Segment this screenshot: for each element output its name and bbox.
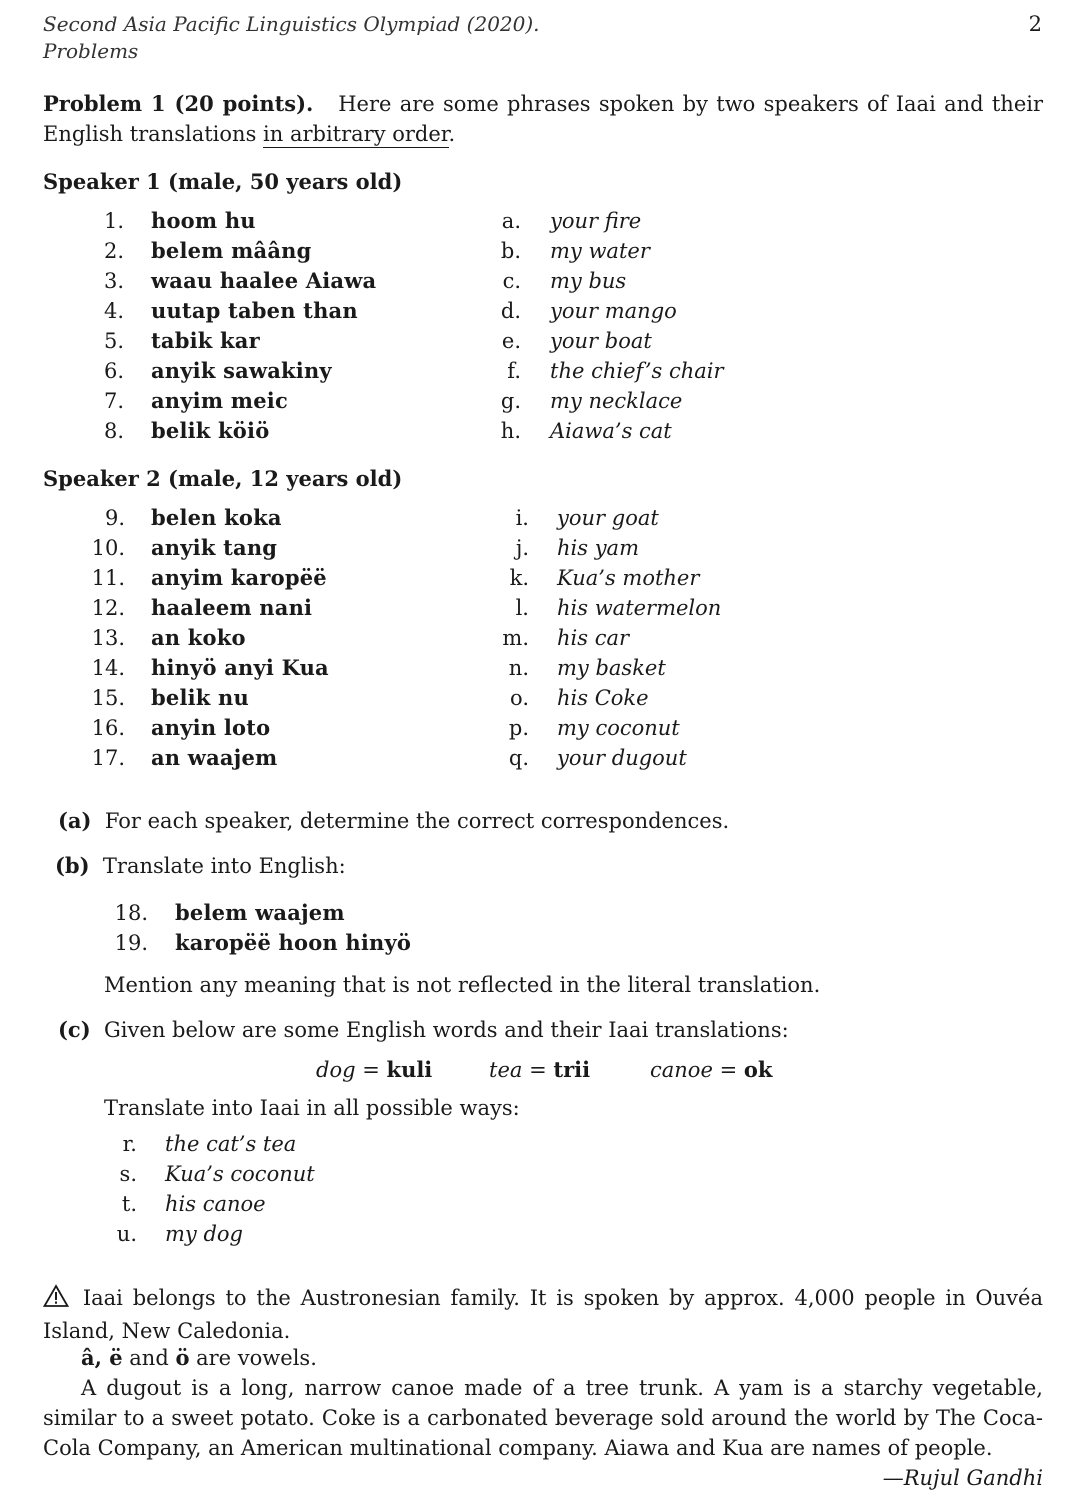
item-letter: c. <box>502 269 521 293</box>
task-c <box>58 1015 789 1045</box>
item-number: 18. <box>114 901 148 925</box>
phrase-row <box>0 326 1080 356</box>
intro-text: Here are some phrases spoken by two speakers of Iaai and their <box>338 92 1044 116</box>
equals-sign: = <box>719 1058 738 1082</box>
iaai-phrase: belem mââng <box>151 238 312 263</box>
task-c-text: Given below are some English words and their Iaai translations: <box>104 1018 789 1042</box>
english-translation: your boat <box>550 329 652 353</box>
iaai-phrase: belik köiö <box>151 418 270 443</box>
english-translation: Aiawa’s cat <box>550 419 672 443</box>
iaai-phrase: belik nu <box>151 685 249 710</box>
iaai-phrase: haaleem nani <box>151 595 313 620</box>
english-translation: my necklace <box>550 389 683 413</box>
english-translation: Kua’s mother <box>557 566 700 590</box>
task-c-item <box>0 1129 1080 1159</box>
iaai-phrase: waau haalee Aiawa <box>151 268 377 293</box>
task-a <box>58 806 729 836</box>
iaai-phrase: an koko <box>151 625 246 650</box>
intro-period: . <box>448 122 456 146</box>
problem-intro <box>43 89 1043 149</box>
task-c-item <box>0 1159 1080 1189</box>
english-translation: my water <box>550 239 650 263</box>
vowels-text: are vowels. <box>189 1346 317 1370</box>
english-translation: my coconut <box>557 716 680 740</box>
english-translation: your goat <box>557 506 659 530</box>
task-b-label: (b) <box>55 853 90 878</box>
note-vowels <box>43 1343 1043 1373</box>
running-header-subtitle: Problems <box>43 39 139 63</box>
english-phrase: his canoe <box>165 1192 266 1216</box>
iaai-phrase: hinyö anyi Kua <box>151 655 329 680</box>
item-number: 7. <box>103 389 124 413</box>
item-letter: e. <box>501 329 521 353</box>
item-letter: h. <box>500 419 521 443</box>
item-letter: q. <box>508 746 529 770</box>
item-number: 17. <box>91 746 125 770</box>
task-b-item <box>0 928 1080 958</box>
item-number: 2. <box>103 239 124 263</box>
task-a-label: (a) <box>58 808 92 833</box>
vowels-and: and <box>122 1346 176 1370</box>
task-c-label: (c) <box>58 1017 91 1042</box>
item-number: 6. <box>103 359 124 383</box>
english-translation: his car <box>557 626 630 650</box>
english-translation: my basket <box>557 656 666 680</box>
vowel-letter: ö <box>175 1345 190 1370</box>
item-number: 3. <box>103 269 124 293</box>
task-b-note: Mention any meaning that is not reflected in the literal translation. <box>104 973 821 997</box>
phrase-row <box>0 653 1080 683</box>
problem-heading: Problem 1 (20 points). <box>43 91 314 116</box>
page-number: 2 <box>1028 12 1042 36</box>
item-letter: l. <box>515 596 529 620</box>
speaker1-heading: Speaker 1 (male, 50 years old) <box>43 169 403 194</box>
item-number: 11. <box>91 566 125 590</box>
task-b-item <box>0 898 1080 928</box>
item-number: 12. <box>91 596 125 620</box>
item-letter: d. <box>500 299 521 323</box>
iaai-phrase: an waajem <box>151 745 278 770</box>
vocab-english: dog <box>316 1058 356 1082</box>
item-letter: o. <box>510 686 529 710</box>
intro-text-2: English translations <box>43 122 257 146</box>
item-number: 5. <box>103 329 124 353</box>
note-glossary: A dugout is a long, narrow canoe made of a tree trunk. A yam is a starchy vegetable, similar to a sweet potato. Coke is a carbonated beverage sold around the world by The Coca-Cola Company, an American multinational company. Aiawa and Kua are names of people. <box>43 1376 1043 1460</box>
iaai-phrase: belen koka <box>151 505 282 530</box>
english-translation: your dugout <box>557 746 687 770</box>
vocab-iaai: kuli <box>386 1057 433 1082</box>
iaai-phrase: anyik tang <box>151 535 278 560</box>
phrase-row <box>0 206 1080 236</box>
item-letter: a. <box>501 209 521 233</box>
task-c-item <box>0 1219 1080 1249</box>
phrase-row <box>0 683 1080 713</box>
phrase-row <box>0 743 1080 773</box>
english-translation: the chief’s chair <box>550 359 724 383</box>
item-letter: r. <box>122 1132 137 1156</box>
english-translation: my bus <box>550 269 627 293</box>
iaai-phrase: tabik kar <box>151 328 260 353</box>
phrase-row <box>0 416 1080 446</box>
task-a-text: For each speaker, determine the correct correspondences. <box>104 809 730 833</box>
item-number: 14. <box>91 656 125 680</box>
speaker2-heading: Speaker 2 (male, 12 years old) <box>43 466 403 491</box>
vowel-letters: â, ë <box>81 1345 123 1370</box>
task-b-text: Translate into English: <box>102 854 346 878</box>
iaai-phrase: belem waajem <box>175 900 345 925</box>
item-number: 8. <box>103 419 124 443</box>
vocab-english: tea <box>489 1058 523 1082</box>
english-translation: your mango <box>550 299 677 323</box>
iaai-phrase: karopëë hoon hinyö <box>175 930 412 955</box>
phrase-row <box>0 623 1080 653</box>
phrase-row <box>0 236 1080 266</box>
phrase-row <box>0 266 1080 296</box>
item-letter: n. <box>508 656 529 680</box>
item-letter: k. <box>509 566 529 590</box>
item-letter: b. <box>500 239 521 263</box>
vocab-iaai: trii <box>553 1057 591 1082</box>
phrase-row <box>0 533 1080 563</box>
iaai-phrase: anyim karopëë <box>151 565 327 590</box>
english-translation: his watermelon <box>557 596 722 620</box>
english-translation: your fire <box>550 209 642 233</box>
english-phrase: my dog <box>165 1222 243 1246</box>
phrase-row <box>0 593 1080 623</box>
vocab-dog <box>316 1055 432 1085</box>
iaai-phrase: hoom hu <box>151 208 256 233</box>
english-translation: his Coke <box>557 686 649 710</box>
item-letter: i. <box>515 506 529 530</box>
english-phrase: the cat’s tea <box>165 1132 297 1156</box>
iaai-phrase: anyim meic <box>151 388 288 413</box>
item-letter: m. <box>502 626 529 650</box>
item-letter: f. <box>507 359 521 383</box>
item-letter: t. <box>121 1192 137 1216</box>
vocab-iaai: ok <box>743 1057 773 1082</box>
phrase-row <box>0 713 1080 743</box>
item-letter: g. <box>500 389 521 413</box>
vocab-english: canoe <box>650 1058 713 1082</box>
iaai-phrase: anyin loto <box>151 715 271 740</box>
phrase-row <box>0 563 1080 593</box>
item-letter: u. <box>116 1222 137 1246</box>
task-b <box>55 851 346 881</box>
item-number: 13. <box>91 626 125 650</box>
item-number: 15. <box>91 686 125 710</box>
item-number: 1. <box>103 209 124 233</box>
item-letter: s. <box>119 1162 137 1186</box>
item-letter: p. <box>508 716 529 740</box>
item-number: 9. <box>104 506 125 530</box>
phrase-row <box>0 296 1080 326</box>
equals-sign: = <box>529 1058 547 1082</box>
item-number: 16. <box>91 716 125 740</box>
item-number: 4. <box>103 299 124 323</box>
running-header-title: Second Asia Pacific Linguistics Olympiad (2020). <box>43 12 540 36</box>
item-number: 19. <box>114 931 148 955</box>
note-language <box>43 1283 1043 1346</box>
english-phrase: Kua’s coconut <box>165 1162 315 1186</box>
task-c-instruction: Translate into Iaai in all possible ways: <box>104 1096 520 1120</box>
iaai-phrase: uutap taben than <box>151 298 358 323</box>
vocab-tea <box>489 1055 590 1085</box>
english-translation: his yam <box>557 536 639 560</box>
phrase-row <box>0 503 1080 533</box>
phrase-row <box>0 356 1080 386</box>
note-language-text: Iaai belongs to the Austronesian family. It is spoken by approx. 4,000 people in Ouvéa Island, New Caledonia. <box>43 1286 1043 1343</box>
vocab-canoe <box>650 1055 772 1085</box>
item-number: 10. <box>91 536 125 560</box>
author-credit: —Rujul Gandhi <box>882 1466 1043 1490</box>
warning-icon <box>43 1284 73 1316</box>
intro-underlined: in arbitrary order <box>263 122 449 146</box>
equals-sign: = <box>362 1058 380 1082</box>
iaai-phrase: anyik sawakiny <box>151 358 332 383</box>
task-c-item <box>0 1189 1080 1219</box>
phrase-row <box>0 386 1080 416</box>
item-letter: j. <box>515 536 529 560</box>
